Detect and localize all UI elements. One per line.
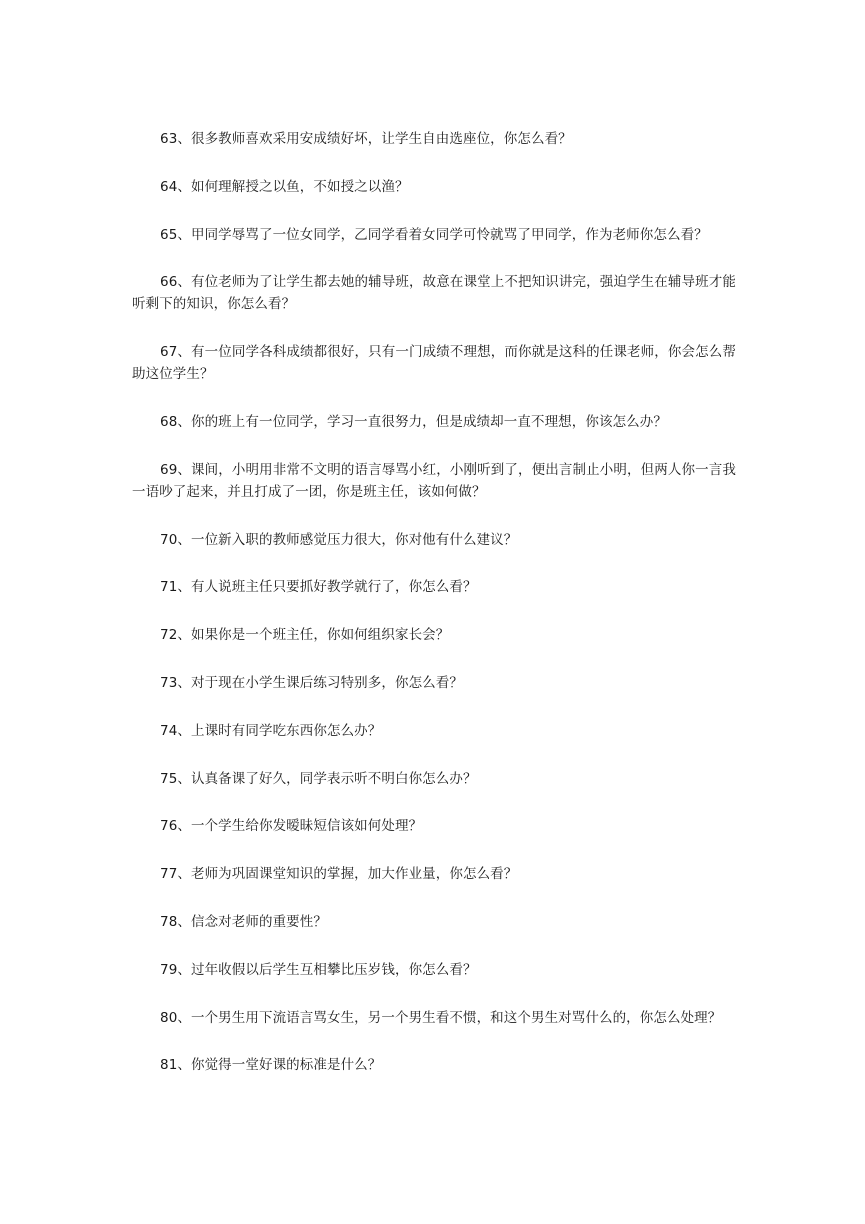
- question-63: 63、很多教师喜欢采用安成绩好坏，让学生自由选座位，你怎么看？: [160, 131, 572, 147]
- question-68: 68、你的班上有一位同学，学习一直很努力，但是成绩却一直不理想，你该怎么办？: [160, 413, 667, 430]
- question-list: [132, 128, 736, 1102]
- question-66: 66、有位老师为了让学生都去她的辅导班，故意在课堂上不把知识讲完，强迫学生在辅导班才能听剩下的知识，你怎么看？: [132, 274, 736, 313]
- question-78: 78、信念对老师的重要性？: [160, 913, 327, 930]
- question-79: 79、过年收假以后学生互相攀比压岁钱，你怎么看？: [160, 961, 477, 978]
- question-69: 69、课间，小明用非常不文明的语言辱骂小红，小刚听到了，便出言制止小明，但两人你一言我一语吵了起来，并且打成了一团，你是班主任，该如何做？: [132, 461, 736, 500]
- question-71: 71、有人说班主任只要抓好教学就行了，你怎么看？: [160, 579, 477, 596]
- question-75: 75、认真备课了好久，同学表示听不明白你怎么办？: [160, 770, 477, 787]
- question-73: 73、对于现在小学生课后练习特别多，你怎么看？: [160, 674, 463, 691]
- question-77: 77、老师为巩固课堂知识的掌握，加大作业量，你怎么看？: [160, 866, 518, 883]
- question-81: 81、你觉得一堂好课的标准是什么？: [160, 1057, 382, 1074]
- question-64: 64、如何理解授之以鱼，不如授之以渔？: [160, 178, 409, 195]
- question-80: 80、一个男生用下流语言骂女生，另一个男生看不惯，和这个男生对骂什么的，你怎么处理？: [160, 1009, 722, 1026]
- question-70: 70、一位新入职的教师感觉压力很大，你对他有什么建议？: [160, 531, 518, 548]
- question-74: 74、上课时有同学吃东西你怎么办？: [160, 722, 382, 739]
- question-76: 76、一个学生给你发暧昧短信该如何处理？: [160, 818, 423, 835]
- question-65: 65、甲同学辱骂了一位女同学，乙同学看着女同学可怜就骂了甲同学，作为老师你怎么看？: [160, 226, 708, 243]
- question-67: 67、有一位同学各科成绩都很好，只有一门成绩不理想，而你就是这科的任课老师，你会怎么帮助这位学生？: [132, 344, 736, 383]
- question-72: 72、如果你是一个班主任，你如何组织家长会？: [160, 627, 450, 644]
